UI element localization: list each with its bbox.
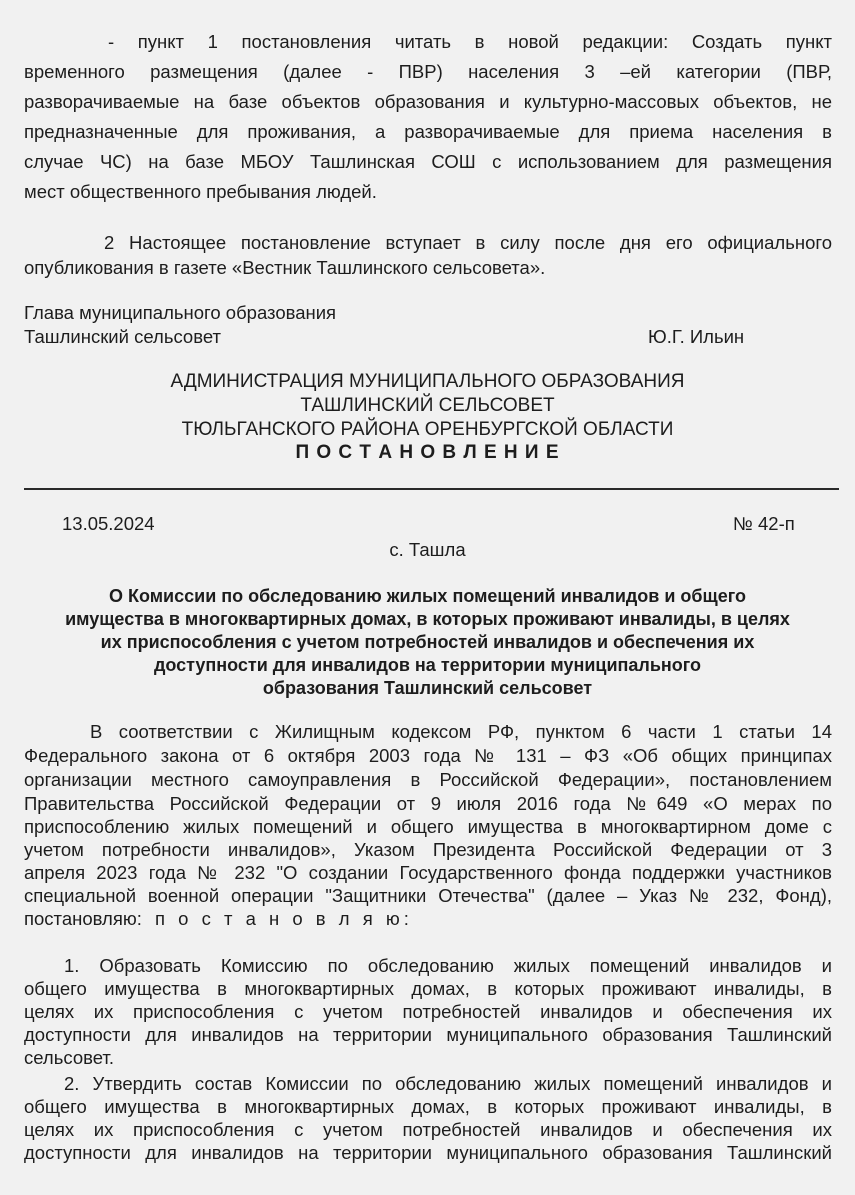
preamble-line: приспособлению жилых помещений и общего имущества в многоквартирном доме с <box>24 816 832 837</box>
preamble-line: учетом потребности инвалидов», Указом Президента Российской Федерации от 3 <box>24 839 832 860</box>
resolve-word: постановляю: <box>24 908 142 929</box>
decree-title-line: О Комиссии по обследованию жилых помещений инвалидов и общего <box>108 586 746 606</box>
preamble-line: В соответствии с Жилищным кодексом РФ, пунктом 6 части 1 статьи 14 <box>90 721 832 742</box>
signature-name: Ю.Г. Ильин <box>648 326 745 347</box>
item1-last-line: сельсовет. <box>24 1047 114 1068</box>
decree-title-line: доступности для инвалидов на территории муниципального <box>153 655 702 675</box>
doc-type-title: П О С Т А Н О В Л Е Н И Е <box>295 442 560 463</box>
para1-line: предназначенные для проживания, а разворачиваемые для приема населения в <box>24 121 832 142</box>
preamble-line: апреля 2023 года № 232 "О создании Государственного фонда поддержки участников <box>24 862 832 883</box>
decree-title-line: имущества в многоквартирных домах, в которых проживают инвалиды, в целях <box>65 609 790 629</box>
header-line: АДМИНИСТРАЦИЯ МУНИЦИПАЛЬНОГО ОБРАЗОВАНИЯ <box>170 371 685 392</box>
decree-title-line: образования Ташлинский сельсовет <box>262 678 593 698</box>
decree-number: № 42-п <box>733 513 795 534</box>
item1-line: доступности для инвалидов на территории муниципального образования Ташлинский <box>24 1024 832 1045</box>
para2-line: 2 Настоящее постановление вступает в силу после дня его официального <box>104 232 832 253</box>
item2-line: 2. Утвердить состав Комиссии по обследованию жилых помещений инвалидов и <box>64 1073 832 1094</box>
preamble-line: специальной военной операции "Защитники Отечества" (далее – Указ № 232, Фонд), <box>24 885 832 906</box>
signature-role: Глава муниципального образования <box>24 302 337 323</box>
signature-role: Ташлинский сельсовет <box>24 326 221 347</box>
decree-date: 13.05.2024 <box>62 513 155 534</box>
preamble-line: Федерального закона от 6 октября 2003 года № 131 – ФЗ «Об общих принципах <box>24 745 832 766</box>
para1-line: случае ЧС) на базе МБОУ Ташлинская СОШ с использованием для размещения <box>24 151 832 172</box>
preamble-resolve <box>24 907 413 931</box>
para1-line: - пункт 1 постановления читать в новой редакции: Создать пункт <box>108 31 832 52</box>
item2-line: целях их приспособления с учетом потребностей инвалидов и обеспечения их <box>24 1119 832 1140</box>
decree-title-line: их приспособления с учетом потребностей инвалидов и обеспечения их <box>100 632 755 652</box>
para1-line: разворачиваемые на базе объектов образования и культурно-массовых объектов, не <box>24 91 832 112</box>
item2-line: доступности для инвалидов на территории муниципального образования Ташлинский <box>24 1142 832 1163</box>
item2-line: общего имущества в многоквартирных домах, в которых проживают инвалиды, в <box>24 1096 832 1117</box>
resolve-word-spaced: п о с т а н о в л я ю: <box>155 908 413 929</box>
item1-line: целях их приспособления с учетом потребностей инвалидов и обеспечения их <box>24 1001 832 1022</box>
preamble-line: организации местного самоуправления в Российской Федерации», постановлением <box>24 769 832 790</box>
preamble-line: Правительства Российской Федерации от 9 июля 2016 года №649 «О мерах по <box>24 793 832 814</box>
item1-line: 1. Образовать Комиссию по обследованию жилых помещений инвалидов и <box>64 955 832 976</box>
header-line: ТЮЛЬГАНСКОГО РАЙОНА ОРЕНБУРГСКОЙ ОБЛАСТИ <box>181 419 674 440</box>
header-divider <box>24 488 839 490</box>
item1-line: общего имущества в многоквартирных домах, в которых проживают инвалиды, в <box>24 978 832 999</box>
header-line: ТАШЛИНСКИЙ СЕЛЬСОВЕТ <box>300 395 555 416</box>
decree-place: с. Ташла <box>389 539 466 560</box>
para2-last-line: опубликования в газете «Вестник Ташлинского сельсовета». <box>24 257 546 278</box>
para1-line: временного размещения (далее - ПВР) населения 3 –ей категории (ПВР, <box>24 61 832 82</box>
para1-last-line: мест общественного пребывания людей. <box>24 181 377 202</box>
